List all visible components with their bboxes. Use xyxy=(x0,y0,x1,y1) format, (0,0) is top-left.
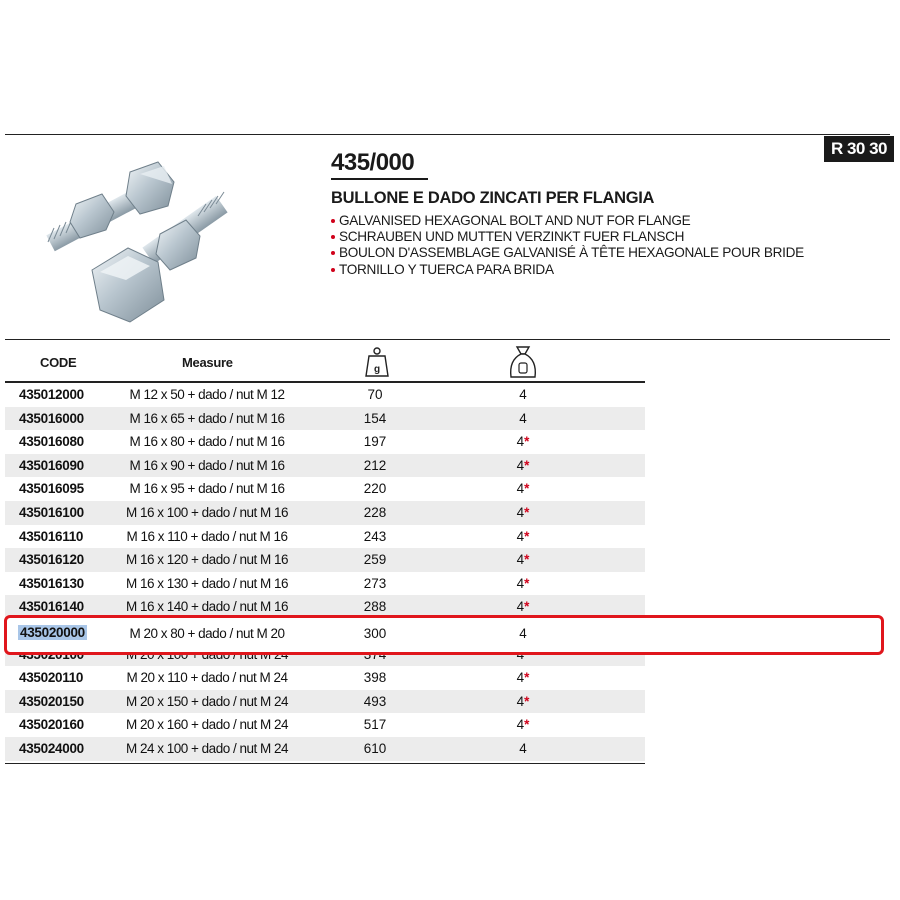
table-row[interactable]: 435016090 M 16 x 90 + dado / nut M 16 212 4* xyxy=(5,454,645,478)
product-table xyxy=(5,383,645,761)
bullet-icon xyxy=(331,219,335,223)
translation-fr: BOULON D'ASSEMBLAGE GALVANISÉ À TÊTE HEXAGONALE POUR BRIDE xyxy=(331,245,804,261)
catalog-badge: R 30 30 xyxy=(824,136,894,162)
product-code: 435/000 xyxy=(331,149,415,176)
bullet-icon xyxy=(331,235,335,239)
table-row[interactable]: 435016130 M 16 x 130 + dado / nut M 16 273 4* xyxy=(19,575,530,591)
weight-g-icon xyxy=(364,346,390,378)
table-row[interactable]: 435016100 M 16 x 100 + dado / nut M 16 228 4* xyxy=(5,501,645,525)
translation-en: GALVANISED HEXAGONAL BOLT AND NUT FOR FLANGE xyxy=(331,213,804,229)
translation-de: SCHRAUBEN UND MUTTEN VERZINKT FUER FLANSCH xyxy=(331,229,804,245)
bullet-icon xyxy=(331,268,335,272)
bag-icon xyxy=(508,345,538,379)
product-title: BULLONE E DADO ZINCATI PER FLANGIA xyxy=(331,189,655,207)
translation-es: TORNILLO Y TUERCA PARA BRIDA xyxy=(331,262,804,278)
selected-code[interactable]: 435020000 xyxy=(20,625,85,640)
product-code-underline xyxy=(331,178,428,180)
bullet-icon xyxy=(331,251,335,255)
table-row-selected[interactable]: 435020000 M 20 x 80 + dado / nut M 20 300 4 xyxy=(20,625,527,641)
column-header-code: CODE xyxy=(40,355,77,370)
column-header-measure: Measure xyxy=(182,355,233,370)
table-row[interactable]: 435016120 M 16 x 120 + dado / nut M 16 259 4* xyxy=(5,548,645,572)
table-row[interactable]: 435020110 M 20 x 110 + dado / nut M 24 398 4* xyxy=(19,670,530,686)
table-row[interactable]: 435020160 M 20 x 160 + dado / nut M 24 517 4* xyxy=(19,717,530,733)
table-row[interactable]: 435016110 M 16 x 110 + dado / nut M 16 243 4* xyxy=(19,528,530,544)
table-row[interactable]: 435016140 M 16 x 140 + dado / nut M 16 288 4* xyxy=(5,595,645,619)
table-row[interactable]: 435020150 M 20 x 150 + dado / nut M 24 493 4* xyxy=(5,690,645,714)
table-row[interactable]: 435016095 M 16 x 95 + dado / nut M 16 220 4* xyxy=(19,481,530,497)
section-divider xyxy=(5,339,890,340)
table-row[interactable]: 435016000 M 16 x 65 + dado / nut M 16 154 4 xyxy=(5,407,645,431)
table-row[interactable]: 435024000 M 24 x 100 + dado / nut M 24 610 4 xyxy=(5,737,645,761)
bolt-photo xyxy=(30,150,250,335)
table-row[interactable]: 435016080 M 16 x 80 + dado / nut M 16 197 4* xyxy=(19,434,530,450)
translations-list xyxy=(331,213,804,278)
table-row[interactable]: 435012000 M 12 x 50 + dado / nut M 12 70 4 xyxy=(19,387,527,402)
svg-text:g: g xyxy=(373,364,381,375)
table-bottom-line xyxy=(5,763,645,764)
top-divider xyxy=(5,134,890,135)
